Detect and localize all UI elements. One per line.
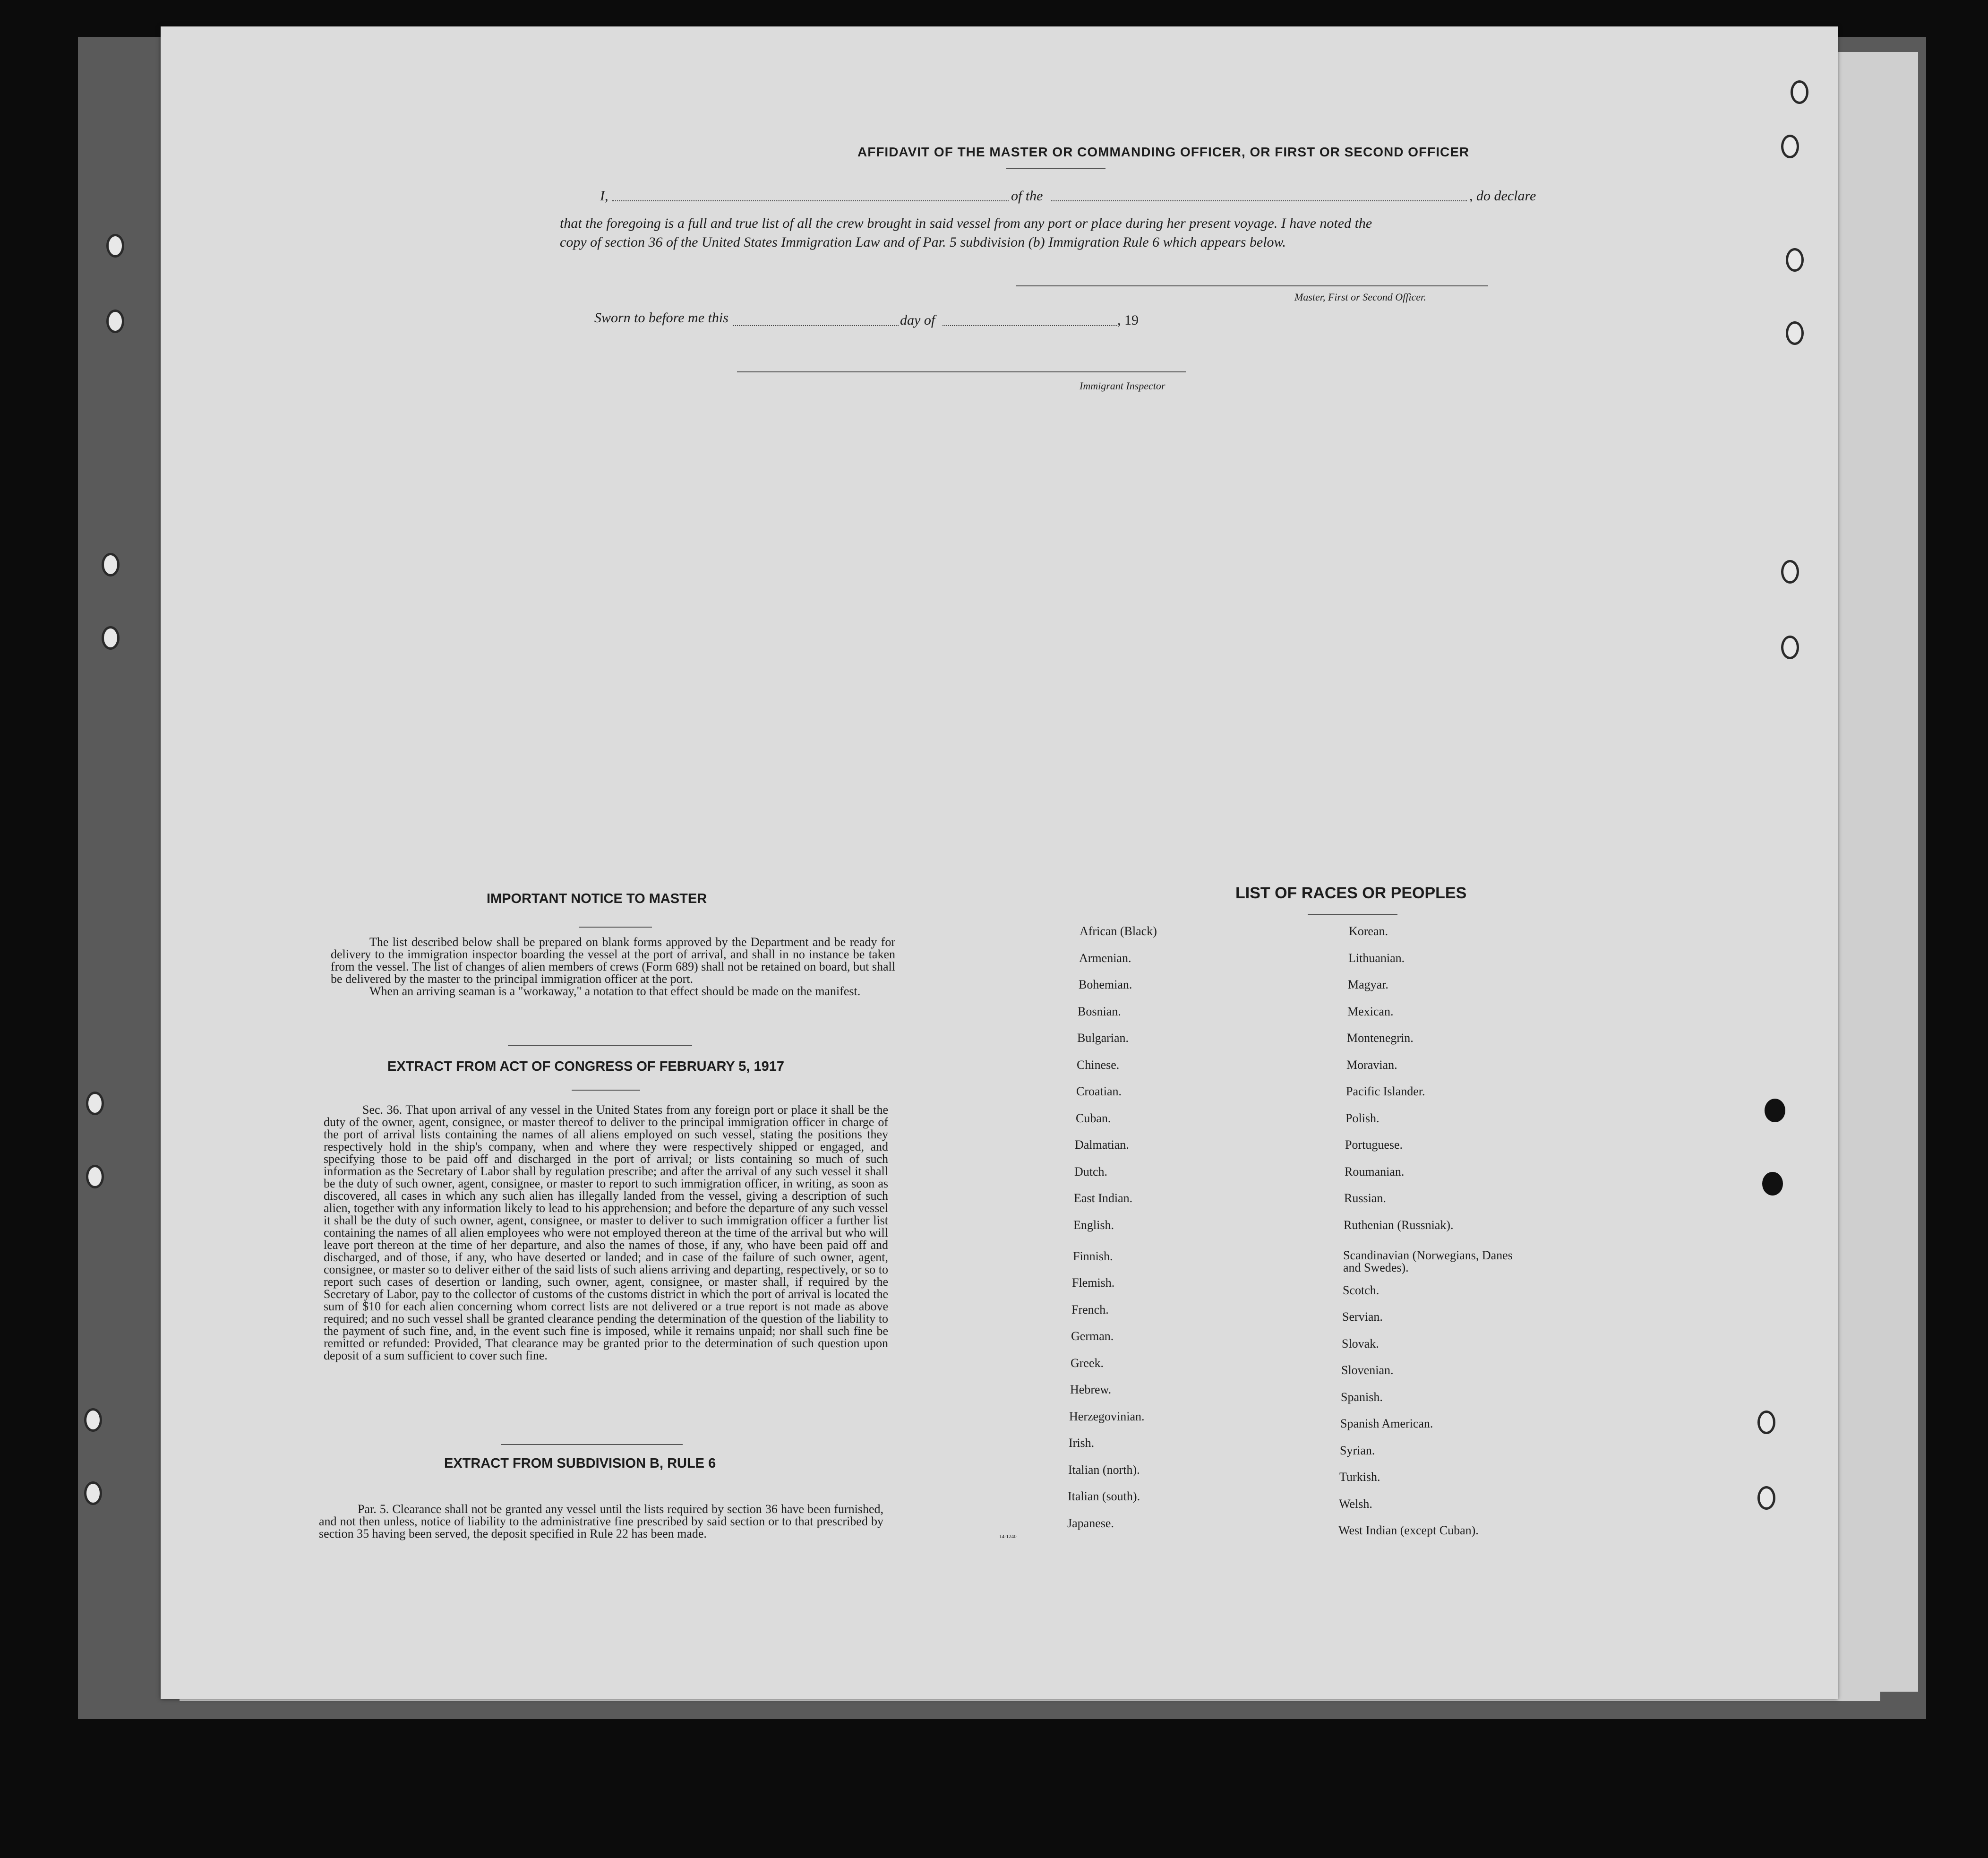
race-right-6: Pacific Islander. <box>1346 1084 1425 1098</box>
inspector-label: Immigrant Inspector <box>1080 380 1165 392</box>
extract2-paragraph: Par. 5. Clearance shall not be granted any vessel until the lists required by section 36 have been furnished, and not then unless, notice of liability to the administrative fine prescribed by said section or to that prescribed by section 35 having been served, the deposit specified in Rule 22 has been made. <box>319 1502 883 1540</box>
sworn-day-field[interactable] <box>733 325 899 326</box>
affidavit-line-2: that the foregoing is a full and true list of all the crew brought in said vessel from any port or place during her present voyage. I have noted the <box>560 215 1372 231</box>
notice-rule <box>579 927 652 928</box>
extract2-text <box>319 1503 883 1540</box>
race-left-2: Bohemian. <box>1079 978 1132 991</box>
vessel-name-field[interactable] <box>1051 200 1467 201</box>
race-left-19: Irish. <box>1069 1436 1095 1450</box>
race-right-4: Montenegrin. <box>1347 1031 1414 1045</box>
notice-paragraph-2: When an arriving seaman is a "workaway," a notation to that effect should be made on the manifest. <box>369 984 861 998</box>
race-left-12: Finnish. <box>1073 1249 1113 1263</box>
race-right-12: Scandinavian (Norwegians, Danes and Swedes). <box>1343 1248 1513 1274</box>
race-left-13: Flemish. <box>1072 1276 1115 1290</box>
race-left-11: English. <box>1073 1218 1114 1232</box>
race-left-6: Croatian. <box>1076 1084 1122 1098</box>
extract2-title: EXTRACT FROM SUBDIVISION B, RULE 6 <box>444 1456 716 1471</box>
race-right-22: West Indian (except Cuban). <box>1338 1523 1479 1537</box>
affidavit-page <box>161 26 1838 1699</box>
race-left-21: Italian (south). <box>1068 1489 1140 1503</box>
race-right-3: Mexican. <box>1347 1004 1394 1018</box>
inspector-signature-line[interactable] <box>737 371 1186 372</box>
binder-hole-left-5 <box>86 1092 104 1115</box>
race-left-1: Armenian. <box>1079 951 1131 965</box>
race-right-15: Slovak. <box>1342 1336 1379 1350</box>
race-right-21: Welsh. <box>1339 1497 1372 1511</box>
race-left-3: Bosnian. <box>1078 1004 1121 1018</box>
race-right-2: Magyar. <box>1348 978 1388 991</box>
race-left-20: Italian (north). <box>1068 1462 1140 1477</box>
race-right-14: Servian. <box>1342 1310 1383 1324</box>
race-left-0: African (Black) <box>1080 924 1157 938</box>
race-right-7: Polish. <box>1345 1111 1380 1125</box>
race-right-19: Syrian. <box>1340 1443 1375 1457</box>
race-left-18: Herzegovinian. <box>1069 1409 1145 1423</box>
form-number: 14-1240 <box>999 1534 1017 1540</box>
notice-title: IMPORTANT NOTICE TO MASTER <box>487 891 707 906</box>
race-right-5: Moravian. <box>1346 1058 1397 1072</box>
under-sheet-right <box>1833 52 1918 1692</box>
affidavit-line-3: copy of section 36 of the United States Immigration Law and of Par. 5 subdivision (b) Immigration Rule 6 which appears below. <box>560 234 1286 250</box>
declare-label: , do declare <box>1469 188 1536 204</box>
race-left-5: Chinese. <box>1077 1058 1120 1072</box>
race-right-13: Scotch. <box>1343 1283 1380 1297</box>
binder-hole-left-3 <box>102 553 120 576</box>
binder-hole-right-7 <box>1765 1099 1785 1122</box>
master-signature-line[interactable] <box>1016 285 1488 286</box>
race-left-16: Greek. <box>1071 1356 1104 1370</box>
affidavit-title: AFFIDAVIT OF THE MASTER OR COMMANDING OFFICER, OR FIRST OR SECOND OFFICER <box>857 145 1470 159</box>
races-title: LIST OF RACES OR PEOPLES <box>1235 884 1467 902</box>
master-signature-label: Master, First or Second Officer. <box>1294 291 1426 303</box>
races-title-rule <box>1308 914 1397 915</box>
binder-hole-right-8 <box>1762 1172 1783 1196</box>
binder-hole-right-1 <box>1791 80 1808 104</box>
day-of-label: day of <box>900 312 935 328</box>
vessel-label: of the <box>1011 188 1043 204</box>
extract2-top-rule <box>501 1444 683 1445</box>
race-right-16: Slovenian. <box>1341 1363 1394 1377</box>
extract1-bottom-rule <box>572 1090 640 1091</box>
notice-text <box>331 936 895 998</box>
race-left-9: Dutch. <box>1074 1164 1108 1178</box>
binder-hole-left-1 <box>106 234 124 258</box>
race-left-22: Japanese. <box>1067 1516 1114 1530</box>
binder-hole-right-5 <box>1781 560 1799 584</box>
binder-hole-right-2 <box>1781 135 1799 158</box>
extract1-top-rule <box>508 1045 692 1046</box>
race-right-0: Korean. <box>1349 924 1388 938</box>
binder-hole-left-4 <box>102 626 120 650</box>
binder-hole-right-3 <box>1786 248 1804 272</box>
sworn-label: Sworn to before me this <box>594 310 728 326</box>
race-right-8: Portuguese. <box>1345 1138 1403 1152</box>
race-right-17: Spanish. <box>1341 1390 1383 1404</box>
year-label: , 19 <box>1117 312 1139 328</box>
race-left-14: French. <box>1071 1302 1109 1316</box>
affiant-name-field[interactable] <box>612 200 1009 201</box>
race-left-17: Hebrew. <box>1070 1383 1112 1396</box>
race-right-9: Roumanian. <box>1345 1164 1405 1178</box>
extract1-paragraph: Sec. 36. That upon arrival of any vessel in the United States from any foreign port or place it shall be the duty of the owner, agent, consignee, or master thereof to deliver to the principal immigration officer in charge of the port of arrival lists containing the names of all aliens employed on such vessel, stating the positions they respectively hold in the ship's company, when and where they were respectively shipped or engaged, and specifying those to be paid off and discharged in the port of arrival; or lists containing so much of such information as the Secretary of Labor shall by regulation prescribe; and after the arrival of any such vessel it shall be the duty of such owner, agent, consignee, or master to report to such immigration officer, in writing, as soon as discovered, all cases in which any such alien has illegally landed from the vessel, giving a description of such alien, together with any information likely to lead to his apprehension; and before the departure of any such vessel it shall be the duty of such owner, agent, consignee, or master to deliver to such immigration officer a further list containing the names of all alien employees who were not employed thereon at the time of the arrival but who will leave port thereon at the time of her departure, and also the names of those, if any, who have been paid off and discharged, and of those, if any, who have deserted or landed; and in case of the failure of such owner, agent, consignee, or master so to deliver either of the said lists of such aliens arriving and departing, respectively, or so to report such cases of desertion or landing, such owner, agent, consignee, or master shall, if required by the Secretary of Labor, pay to the collector of customs of the customs district in which the port of arrival is located the sum of $10 for each alien concerning whom correct lists are not delivered or a true report is not made as above required; and no such vessel shall be granted clearance pending the determination of the question of the liability to the payment of such fine, and, in the event such fine is imposed, while it remains unpaid; nor shall such fine be remitted or refunded: Provided, That clearance may be granted prior to the determination of such question upon deposit of a sum sufficient to cover such fine. <box>324 1103 888 1362</box>
race-left-15: German. <box>1071 1329 1114 1343</box>
sworn-month-field[interactable] <box>943 325 1117 326</box>
binder-hole-left-2 <box>106 310 124 333</box>
binder-hole-left-6 <box>86 1165 104 1188</box>
affiant-label: I, <box>600 188 608 204</box>
binder-hole-right-4 <box>1786 321 1804 345</box>
notice-paragraph-1: The list described below shall be prepared on blank forms approved by the Department and be ready for delivery to the immigration inspector boarding the vessel at the port of arrival, and shall in no instance be taken from the vessel. The list of changes of alien members of crews (Form 689) shall not be retained on board, but shall be delivered by the master to the principal immigration officer at the port. <box>331 935 895 986</box>
race-left-10: East Indian. <box>1074 1191 1133 1205</box>
title-rule <box>1006 168 1105 169</box>
binder-hole-right-6 <box>1781 636 1799 659</box>
race-right-20: Turkish. <box>1339 1470 1380 1484</box>
extract1-text <box>324 1104 888 1362</box>
race-left-8: Dalmatian. <box>1075 1138 1129 1152</box>
race-right-11: Ruthenian (Russniak). <box>1344 1218 1454 1232</box>
race-right-18: Spanish American. <box>1340 1417 1433 1430</box>
race-right-10: Russian. <box>1344 1191 1386 1205</box>
race-left-7: Cuban. <box>1076 1111 1111 1125</box>
extract1-title: EXTRACT FROM ACT OF CONGRESS OF FEBRUARY 5, 1917 <box>387 1059 785 1074</box>
binder-hole-left-8 <box>84 1481 102 1505</box>
binder-hole-right-10 <box>1757 1486 1775 1510</box>
race-left-4: Bulgarian. <box>1077 1031 1129 1045</box>
binder-hole-left-7 <box>84 1408 102 1432</box>
race-right-1: Lithuanian. <box>1348 951 1405 965</box>
binder-hole-right-9 <box>1757 1411 1775 1434</box>
